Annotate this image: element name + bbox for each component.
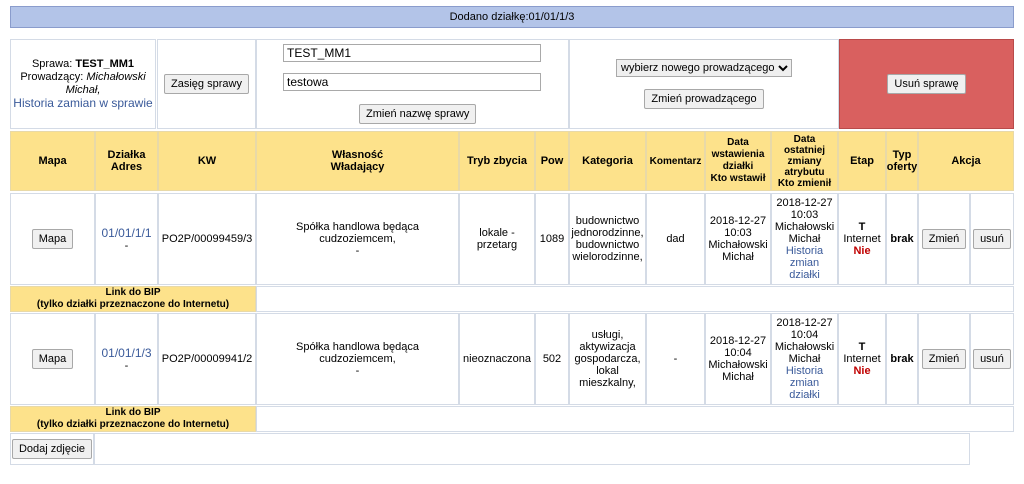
wst-date: 2018-12-27 [709,215,767,227]
etap-flag: Nie [853,245,871,257]
row1-delete-cell [970,193,1014,285]
row2-tryb: nieoznaczona [459,313,535,405]
case-owner-line: Prowadzący: Michałowski Michał, [20,71,146,96]
kategoria-line5: mieszkalny, [579,377,636,389]
delete-case-panel [839,39,1014,129]
bip-link-cell [256,286,1014,312]
kategoria-line3: budownictwo [575,239,640,251]
case-history-link[interactable]: Historia zamian w sprawie [13,96,153,110]
row2-etap [838,313,886,405]
wst-user-line2: Michał [722,251,754,263]
wladajacy-value: - [355,365,360,377]
tryb-line1: lokale - [479,227,515,239]
rename-case-button[interactable]: Zmień nazwę sprawy [359,104,476,124]
header-typ-line1: Typ [892,149,912,161]
header-wlasnosc [256,131,459,191]
row1-dzialka-cell [95,193,158,285]
row2-data-zmiany [771,313,838,405]
header-etap: Etap [838,131,886,191]
kategoria-line1: budownictwo [575,215,640,227]
row1-typ: brak [886,193,918,285]
case-info-panel [10,39,156,129]
row1-tryb [459,193,535,285]
map-button[interactable]: Mapa [32,349,74,369]
wst-user-line2: Michał [722,371,754,383]
header-akcja: Akcja [918,131,1014,191]
zm-user-line1: Michałowski [774,341,835,353]
row1-kw: PO2P/00099459/3 [158,193,256,285]
history-link-line3: działki [789,389,820,401]
header-data-zmiany [771,131,838,191]
zm-date: 2018-12-27 [776,197,833,209]
row2-komentarz: - [646,313,705,405]
header-dzialka-line2: Adres [110,161,143,173]
change-button[interactable]: Zmień [922,229,967,249]
map-button[interactable]: Mapa [32,229,74,249]
new-owner-select[interactable] [616,59,792,77]
header-data-zm-line5: Kto zmienił [777,177,832,189]
bip-label [10,286,256,312]
row1-data-zmiany [771,193,838,285]
wst-time: 10:03 [724,227,752,239]
header-mapa: Mapa [10,131,95,191]
etap-flag: Nie [853,365,871,377]
header-data-zm-line1: Data [793,133,816,145]
header-data-wst-line2: wstawienia [711,149,765,160]
history-link-line3: działki [789,269,820,281]
case-scope-button[interactable]: Zasięg sprawy [164,74,249,94]
history-link-line1: Historia [785,365,824,377]
row1-change-cell [918,193,970,285]
wlasnosc-value: Spółka handlowa będąca cudzoziemcem, [296,221,419,245]
wst-user-line1: Michałowski [708,239,768,251]
case-owner-panel [569,39,839,129]
zm-user-line2: Michał [788,233,821,245]
header-data-wst-line3: działki [722,161,754,172]
change-owner-button[interactable]: Zmień prowadzącego [644,89,763,109]
header-komentarz: Komentarz [646,131,705,191]
header-kategoria: Kategoria [569,131,646,191]
wst-user-line1: Michałowski [708,359,768,371]
tryb-line2: przetarg [476,239,518,251]
header-dzialka [95,131,158,191]
kategoria-line4: wielorodzinne, [572,251,643,263]
bip-label-line2: (tylko działki przeznaczone do Internetu) [36,419,230,430]
photo-area [94,433,970,465]
etap-name: Internet [843,353,881,365]
case-name-line: Sprawa: TEST_MM1 [31,58,135,70]
case-rename-panel [256,39,569,129]
change-history-link[interactable] [786,245,823,281]
header-typ-line2: oferty [886,161,918,173]
delete-case-button[interactable]: Usuń sprawę [887,74,965,94]
header-data-zm-line3: zmiany [787,155,822,167]
dzialka-link[interactable]: 01/01/1/1 [101,226,152,240]
bip-label-line2: (tylko działki przeznaczone do Internetu) [36,299,230,310]
header-pow: Pow [535,131,569,191]
bip-label-line1: Link do BIP [105,287,161,298]
row1-komentarz: dad [646,193,705,285]
header-data-wst-line1: Data [727,137,749,148]
row2-pow: 502 [535,313,569,405]
row1-etap [838,193,886,285]
header-wlasnosc-line2: Władający [330,161,385,173]
etap-code: T [858,341,866,353]
etap-code: T [858,221,866,233]
bip-link-cell [256,406,1014,432]
zm-time: 10:03 [790,209,819,221]
delete-button[interactable]: usuń [973,349,1011,369]
row1-pow: 1089 [535,193,569,285]
header-tryb: Tryb zbycia [459,131,535,191]
row2-typ: brak [886,313,918,405]
header-data-zm-line2: ostatniej [783,144,826,156]
dzialka-address: - [124,360,129,372]
header-wlasnosc-line1: Własność [331,149,384,161]
zm-user-line1: Michałowski [774,221,835,233]
row2-kw: PO2P/00009941/2 [158,313,256,405]
add-photo-cell [10,433,94,465]
zm-date: 2018-12-27 [776,317,833,329]
history-link-line2: zmian [789,377,820,389]
wst-time: 10:04 [724,347,752,359]
zm-time: 10:04 [790,329,819,341]
case-scope-panel [157,39,256,129]
kategoria-line1: usługi, [591,329,624,341]
row1-map-cell [10,193,95,285]
header-typ-oferty [886,131,918,191]
case-description-input[interactable] [283,73,541,91]
header-data-wstawienia [705,131,771,191]
kategoria-line3: gospodarcza, [574,353,641,365]
row2-change-cell [918,313,970,405]
change-button[interactable]: Zmień [922,349,967,369]
row2-map-cell [10,313,95,405]
dzialka-address: - [124,240,129,252]
bip-label-line1: Link do BIP [105,407,161,418]
kategoria-line2: jednorodzinne, [571,227,644,239]
row2-delete-cell [970,313,1014,405]
change-history-link[interactable] [786,365,823,401]
wlasnosc-value: Spółka handlowa będąca cudzoziemcem, [296,341,419,365]
row2-kategoria [569,313,646,405]
case-name-input[interactable] [283,44,541,62]
header-dzialka-line1: Działka [107,149,146,161]
row2-wlasnosc [256,313,459,405]
bip-label [10,406,256,432]
kategoria-line4: lokal [596,365,619,377]
wladajacy-value: - [355,245,360,257]
history-link-line2: zmian [789,257,820,269]
zm-user-line2: Michał [788,353,821,365]
add-photo-button[interactable]: Dodaj zdjęcie [12,439,92,459]
history-link-line1: Historia [785,245,824,257]
delete-button[interactable]: usuń [973,229,1011,249]
row1-data-wstawienia [705,193,771,285]
header-kw: KW [158,131,256,191]
header-data-wst-line4: Kto wstawił [710,173,766,184]
row2-dzialka-cell [95,313,158,405]
row1-kategoria [569,193,646,285]
wst-date: 2018-12-27 [709,335,767,347]
row2-data-wstawienia [705,313,771,405]
kategoria-line2: aktywizacja [579,341,636,353]
dzialka-link[interactable]: 01/01/1/3 [101,346,152,360]
status-banner: Dodano działkę:01/01/1/3 [10,6,1014,28]
header-data-zm-line4: atrybutu [784,166,825,178]
etap-name: Internet [843,233,881,245]
row1-wlasnosc [256,193,459,285]
